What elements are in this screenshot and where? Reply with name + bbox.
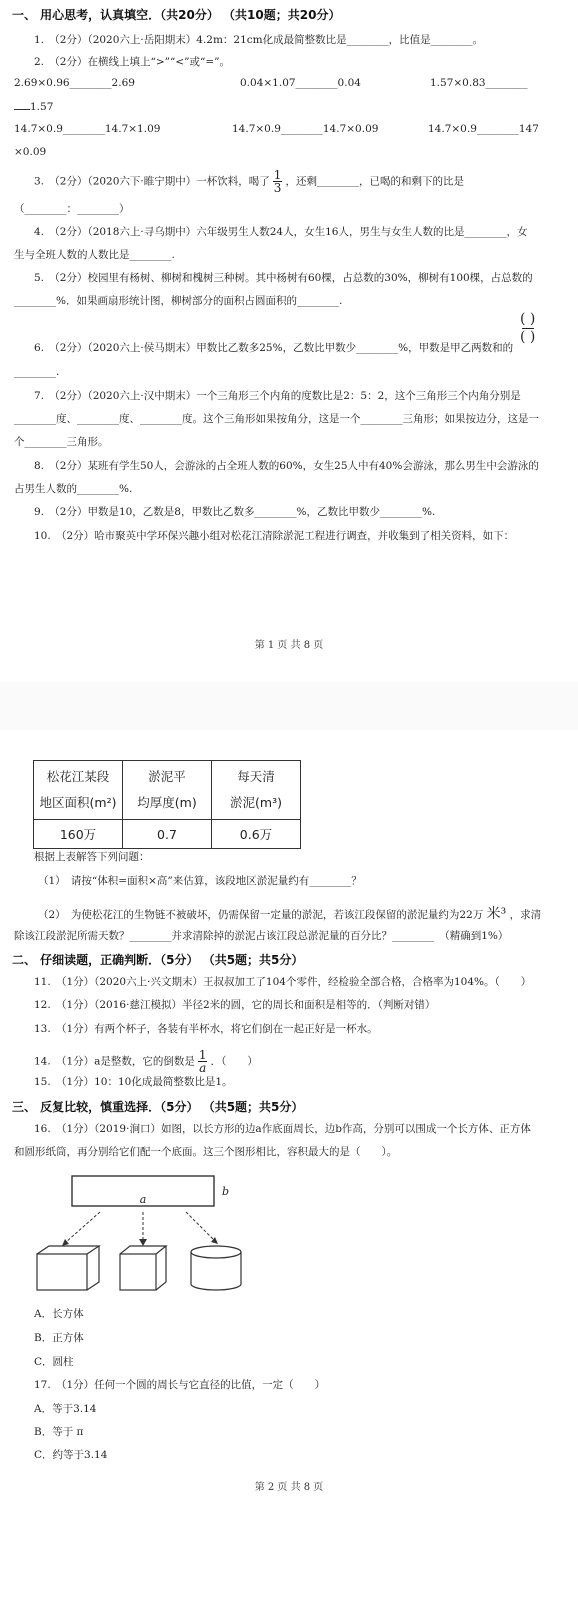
question-8-line1: 8. （2分）某班有学生50人，会游泳的占全班人数的60%，女生25人中有40%会游泳，那么男生中会游泳的 — [34, 460, 539, 472]
cube-shape — [120, 1246, 166, 1290]
question-14 — [34, 1050, 258, 1073]
table-header-cell — [212, 761, 301, 820]
q14-num: 1 — [198, 1048, 207, 1062]
question-4-line2: 生与全班人数的人数比是________. — [14, 249, 175, 261]
q10-intro: 根据上表解答下列问题： — [34, 851, 150, 863]
arrow-left — [62, 1212, 100, 1246]
table-header-line: 地区面积(m²) — [39, 795, 117, 810]
q16-diagram — [0, 1170, 578, 1300]
q3-fraction — [273, 170, 282, 193]
q17-option-c[interactable]: C．约等于3.14 — [34, 1449, 108, 1461]
question-12: 12. （1分）（2016·慈江模拟）半径2米的圆，它的周长和面积是相等的．（判断对错） — [34, 999, 436, 1011]
label-a: a — [139, 1193, 147, 1206]
question-5-line2: ________%．如果画扇形统计图，柳树部分的面积占圆面积的________. — [14, 295, 343, 307]
q2-row1-col2: 0.04×1.07________0.04 — [240, 77, 361, 89]
question-10: 10. （2分）哈市聚英中学环保兴趣小组对松花江清除淤泥工程进行调查，并收集到了相关资料，如下： — [34, 530, 515, 542]
q10-sub1: （1） 请按“体积=面积×高”来估算，该段地区淤泥量约有________？ — [38, 875, 362, 887]
table-header-line: 淤泥平 — [148, 769, 186, 784]
question-9: 9. （2分）甲数是10，乙数是8，甲数比乙数多________%，乙数比甲数少________%. — [34, 506, 436, 518]
question-13: 13. （1分）有两个杯子，各装有半杯水，将它们倒在一起正好是一杯水。 — [34, 1023, 378, 1035]
question-6-line1: 6. （2分）（2020六上·侯马期末）甲数比乙数多25%，乙数比甲数少________%，甲数是甲乙两数和的 — [34, 342, 514, 354]
page-footer-1: 第 1 页 共 8 页 — [254, 640, 324, 651]
q2-row1-col1: 2.69×0.96________2.69 — [14, 77, 135, 89]
table-header-row — [34, 761, 301, 820]
table-cell: 160万 — [34, 820, 123, 849]
table-header-cell — [123, 761, 212, 820]
q10-sub2-line2: 除该江段淤泥所需天数？________并求清除掉的淤泥占该江段总淤泥量的百分比？________ （精确到1%） — [14, 930, 509, 942]
question-3 — [34, 170, 464, 193]
q17-option-b[interactable]: B．等于 π — [34, 1426, 84, 1438]
page-footer-2: 第 2 页 共 8 页 — [254, 1482, 324, 1493]
q2-row1-tail — [14, 99, 53, 113]
question-7-line3: 个________三角形。 — [14, 436, 109, 448]
arrow-middle — [139, 1212, 147, 1246]
question-4-line1: 4. （2分）（2018六上·寻乌期中）六年级男生人数24人，女生16人，男生与女生人数的比是________，女 — [34, 226, 528, 238]
question-7-line2: ________度、________度、________度。这个三角形如果按角分，这是一个________三角形；如果按边分，这是一 — [14, 413, 539, 425]
q10-sub2-unit: 米³ — [486, 906, 507, 922]
q6-frac-num: ( ) — [520, 311, 536, 327]
question-6-line2: ________. — [14, 366, 60, 378]
q10-sub2-text: （2） 为使松花江的生物链不被破坏，仍需保留一定量的淤泥，若该江段保留的淤泥量约为22万 — [38, 909, 484, 921]
q16-option-b[interactable]: B．正方体 — [34, 1332, 84, 1344]
table-header-line: 每天清 — [237, 769, 275, 784]
arrow-right — [186, 1212, 218, 1244]
q2-row2-col2: 14.7×0.9________14.7×0.09 — [232, 123, 379, 135]
page-gap — [0, 682, 578, 730]
label-b: b — [222, 1185, 230, 1198]
question-15: 15. （1分）10：10化成最简整数比是1。 — [34, 1076, 233, 1088]
q16-option-c[interactable]: C．圆柱 — [34, 1356, 74, 1368]
q3-line2: （________：________） — [14, 203, 130, 215]
table-row — [34, 820, 301, 849]
q2-row2-tail: ×0.09 — [14, 146, 47, 158]
section-1-title: 一、 用心思考，认真填空．（共20分） （共10题；共20分） — [12, 8, 341, 22]
table-header-line: 松花江某段 — [46, 769, 110, 784]
data-table — [33, 760, 301, 849]
q10-sub2-tail: ，求清 — [509, 909, 542, 921]
q2-row2-col3: 14.7×0.9________147 — [428, 123, 539, 135]
q3-post: ，还剩________，已喝的和剩下的比是 — [285, 175, 464, 188]
q6-fraction — [520, 312, 535, 345]
table-header-line: 淤泥(m³) — [230, 795, 282, 810]
q10-sub2-line1 — [38, 903, 541, 923]
table-header-line: 均厚度(m) — [137, 795, 197, 810]
q3-pre: 3. （2分）（2020六下·睢宁期中）一杯饮料，喝了 — [34, 175, 270, 188]
question-16-line1: 16. （1分）（2019·涧口）如图，以长方形的边a作底面周长，边b作高，分别可以围成一个长方体、正方体 — [34, 1123, 531, 1135]
section-2-title: 二、 仔细读题，正确判断．（5分） （共5题；共5分） — [12, 953, 304, 967]
question-8-line2: 占男生人数的________%. — [14, 483, 133, 495]
q17-option-a[interactable]: A．等于3.14 — [34, 1403, 97, 1415]
question-5-line1: 5. （2分）校园里有杨树、柳树和槐树三种树。其中杨树有60棵，占总数的30%，柳树有100棵，占总数的 — [34, 272, 533, 284]
q2-row1-tail-text: 1.57 — [30, 101, 54, 113]
cuboid-shape — [37, 1246, 99, 1290]
question-17: 17. （1分）任何一个圆的周长与它直径的比值，一定（ ） — [34, 1379, 326, 1391]
cylinder-shape — [191, 1246, 241, 1290]
q14-fraction — [198, 1050, 207, 1073]
section-3-title: 三、 反复比较，慎重选择．（5分） （共5题；共5分） — [12, 1100, 304, 1114]
q16-option-a[interactable]: A．长方体 — [34, 1308, 84, 1320]
question-7-line1: 7. （2分）（2020六上·汉中期末）一个三角形三个内角的度数比是2：5：2，这个三角形三个内角分别是 — [34, 390, 521, 402]
q2-row2-col1: 14.7×0.9________14.7×1.09 — [14, 123, 161, 135]
q2-row1-col3: 1.57×0.83________ — [430, 77, 528, 89]
table-cell: 0.6万 — [212, 820, 301, 849]
q3-den: 3 — [273, 181, 282, 195]
question-2: 2. （2分）在横线上填上“>”“<”或“=”。 — [34, 56, 231, 68]
q14-pre: 14. （1分）a是整数，它的倒数是 — [34, 1055, 195, 1068]
table-cell: 0.7 — [123, 820, 212, 849]
question-11: 11. （1分）（2020六上·兴文期末）王叔叔加工了104个零件，经检验全部合格，合格率为104%。（ ） — [34, 976, 532, 988]
q14-den: a — [199, 1061, 207, 1075]
q14-post: ．（ ） — [210, 1055, 258, 1068]
question-1: 1. （2分）（2020六上·岳阳期末）4.2m：21cm化成最简整数比是________，比值是________。 — [34, 34, 484, 46]
q3-num: 1 — [273, 168, 282, 182]
table-header-cell — [34, 761, 123, 820]
q6-frac-den: ( ) — [520, 329, 536, 345]
question-16-line2: 和圆形纸筒，再分别给它们配一个底面。这三个图形相比，容积最大的是（ ）。 — [14, 1146, 398, 1158]
